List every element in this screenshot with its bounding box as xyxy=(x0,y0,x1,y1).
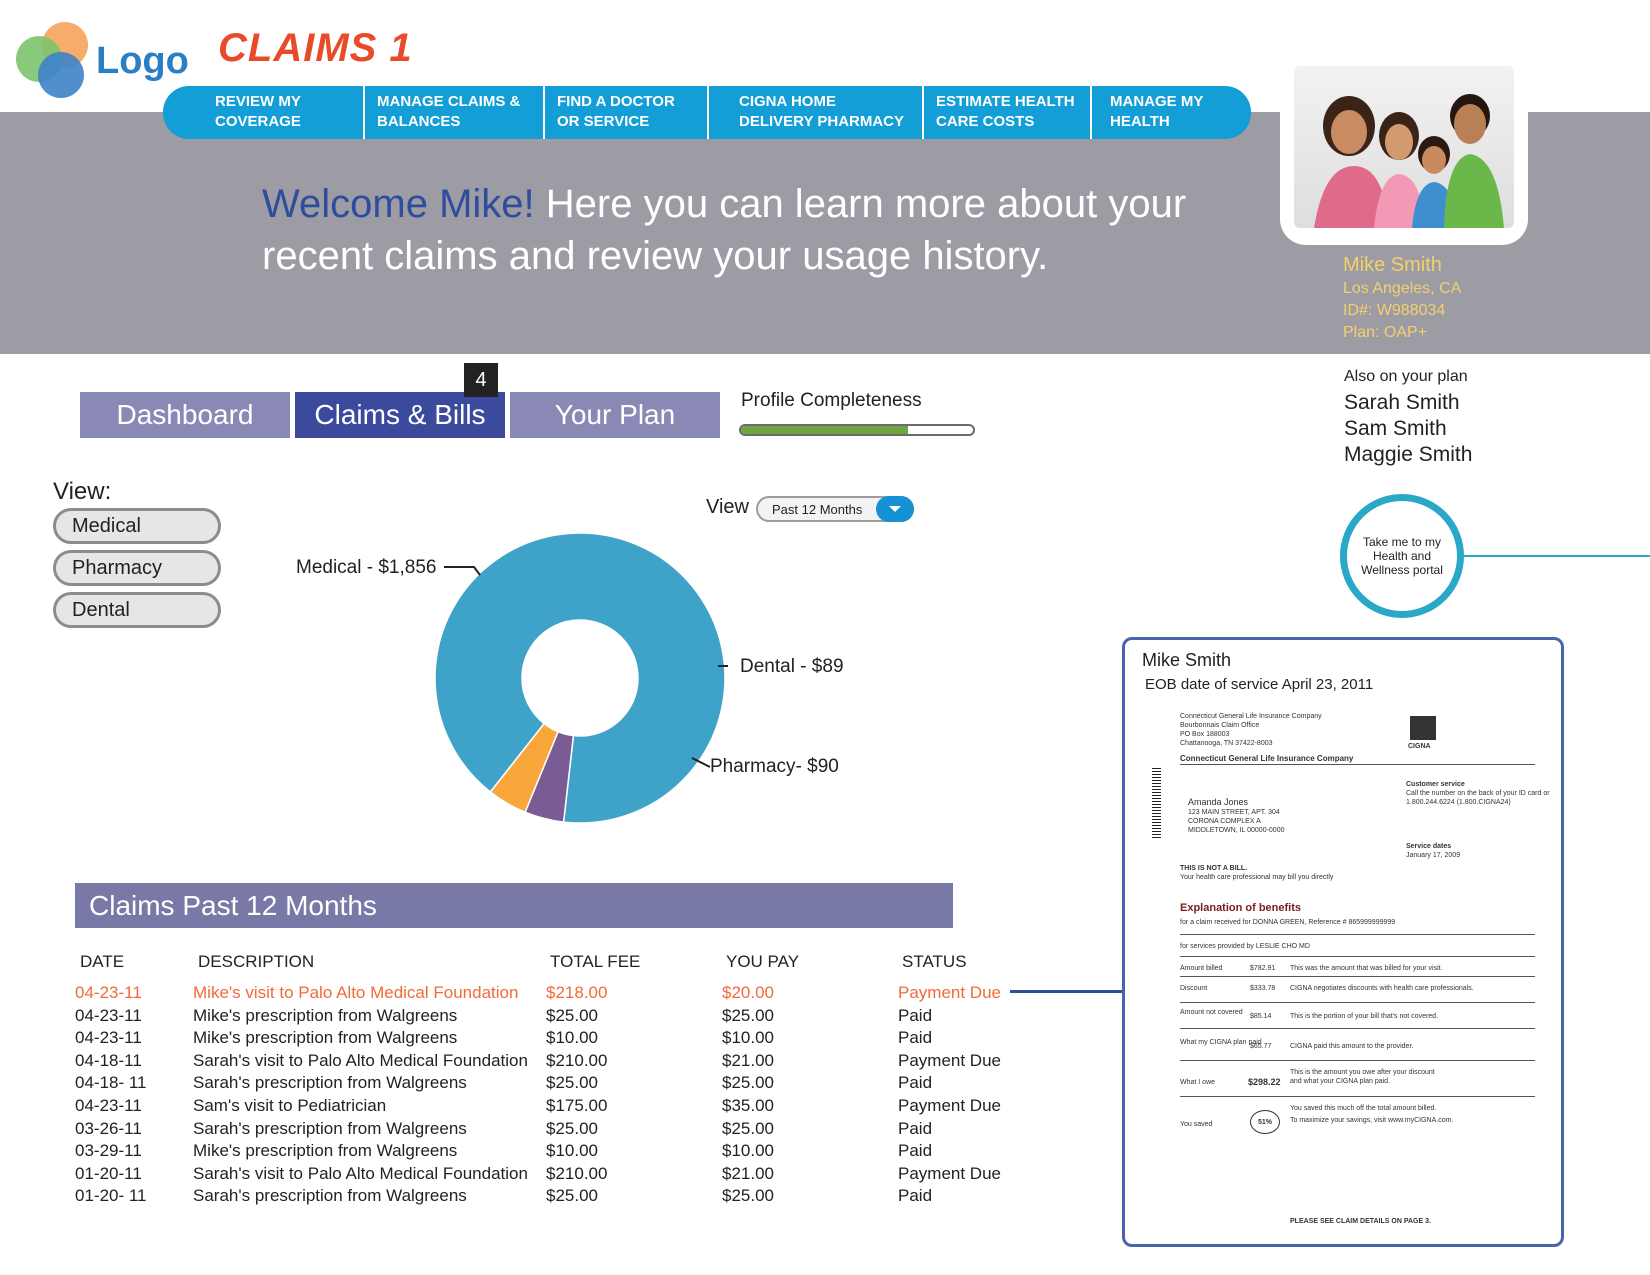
eob-discount: $333.78 xyxy=(1250,985,1276,992)
welcome-text: Here you can learn more about your recent claims and review your usage history. xyxy=(262,182,1187,278)
table-cell-status: Paid xyxy=(898,1028,933,1048)
tab-claims-bills[interactable]: Claims & Bills xyxy=(295,392,505,438)
wellness-portal-label: Take me to my Health and Wellness portal xyxy=(1361,535,1443,577)
eob-recipient: Amanda Jones xyxy=(1188,797,1249,807)
table-cell-fee: $25.00 xyxy=(546,1118,598,1138)
table-cell-desc: Mike's prescription from Walgreens xyxy=(193,1028,458,1048)
eob-heading: Explanation of benefits xyxy=(1180,902,1302,914)
chart-label-dental: Dental - $89 xyxy=(740,656,844,677)
table-cell-pay: $10.00 xyxy=(722,1028,774,1048)
eob-company: Connecticut General Life Insurance Company xyxy=(1180,754,1354,763)
eob-cigna-paid: $65.77 xyxy=(1250,1043,1272,1050)
member-location: Los Angeles, CA xyxy=(1343,280,1462,297)
table-cell-fee: $25.00 xyxy=(546,1186,598,1206)
table-cell-date: 04-23-11 xyxy=(75,1096,142,1115)
table-cell-date: 03-29-11 xyxy=(75,1141,142,1161)
table-cell-date: 01-20- 11 xyxy=(75,1186,147,1206)
table-cell-pay: $25.00 xyxy=(722,1186,774,1206)
eob-pointer-line xyxy=(1010,990,1124,993)
table-cell-fee[interactable]: $218.00 xyxy=(546,983,608,1002)
table-cell-fee: $210.00 xyxy=(546,1050,608,1070)
nav-find-doctor[interactable]: FIND A DOCTOR OR SERVICE xyxy=(543,86,707,139)
eob-member-name: Mike Smith xyxy=(1142,650,1232,670)
table-cell-pay[interactable]: $20.00 xyxy=(722,983,774,1002)
table-cell-fee: $175.00 xyxy=(546,1096,608,1115)
savings-circle xyxy=(1250,1110,1280,1134)
filter-pharmacy[interactable]: Pharmacy xyxy=(53,550,221,586)
period-select[interactable] xyxy=(756,496,914,522)
logo-text[interactable]: Logo xyxy=(96,40,189,82)
table-cell-status: Payment Due xyxy=(898,1163,1001,1183)
table-cell-pay: $25.00 xyxy=(722,1073,774,1093)
wellness-portal-button[interactable] xyxy=(1340,494,1464,618)
family-member[interactable]: Sarah Smith xyxy=(1344,391,1460,414)
profile-progress-bar xyxy=(739,424,975,436)
family-photo xyxy=(1294,66,1514,228)
member-info xyxy=(1343,252,1461,344)
table-cell-date: 04-18-11 xyxy=(75,1050,142,1070)
family-label: Also on your plan xyxy=(1344,368,1468,385)
nav-review-coverage[interactable]: REVIEW MY COVERAGE xyxy=(215,93,301,130)
eob-not-a-bill: THIS IS NOT A BILL. xyxy=(1180,865,1248,872)
page-title: CLAIMS 1 xyxy=(218,26,413,70)
welcome-message xyxy=(262,178,1192,282)
chart-label-pharmacy: Pharmacy- $90 xyxy=(710,756,839,777)
logo-mark xyxy=(16,22,96,102)
tab-dashboard[interactable]: Dashboard xyxy=(80,392,290,438)
table-cell-desc[interactable]: Mike's visit to Palo Alto Medical Foundation xyxy=(193,983,519,1002)
family-member[interactable]: Sam Smith xyxy=(1344,417,1447,440)
chevron-down-icon[interactable] xyxy=(876,496,914,522)
table-cell-status: Payment Due xyxy=(898,1096,1001,1115)
slice-medical[interactable] xyxy=(435,533,725,823)
eob-service-date: EOB date of service April 23, 2011 xyxy=(1145,676,1374,693)
table-cell-status: Paid xyxy=(898,1005,933,1025)
table-cell-status: Paid xyxy=(898,1118,933,1138)
nav-estimate-costs[interactable]: ESTIMATE HEALTH CARE COSTS xyxy=(922,86,1090,139)
member-name: Mike Smith xyxy=(1343,254,1442,276)
eob-service-dates: Service dates xyxy=(1406,843,1452,850)
view-filter-label: View: xyxy=(53,478,112,505)
eob-amount-billed: $782.91 xyxy=(1250,965,1276,972)
table-cell-pay: $21.00 xyxy=(722,1163,774,1183)
portal-connector xyxy=(1464,555,1650,557)
table-cell-desc: Sarah's prescription from Walgreens xyxy=(193,1186,467,1206)
tab-your-plan[interactable]: Your Plan xyxy=(510,392,720,438)
member-id: ID#: W988034 xyxy=(1343,302,1446,319)
period-label: View xyxy=(706,496,749,518)
profile-progress-fill xyxy=(741,426,908,434)
filter-medical[interactable]: Medical xyxy=(53,508,221,544)
column-total-fee[interactable]: TOTAL FEE xyxy=(550,952,641,971)
nav-manage-claims[interactable]: MANAGE CLAIMS & BALANCES xyxy=(363,86,543,139)
table-cell-pay: $35.00 xyxy=(722,1096,774,1115)
family-member[interactable]: Maggie Smith xyxy=(1344,443,1473,466)
column-date[interactable]: DATE xyxy=(80,952,125,971)
table-cell-fee: $25.00 xyxy=(546,1073,598,1093)
eob-customer-service: Customer service xyxy=(1406,781,1465,788)
table-cell-date[interactable]: 04-23-11 xyxy=(75,983,142,1002)
nav-manage-health[interactable]: MANAGE MY HEALTH xyxy=(1090,86,1230,139)
eob-service-date-value: January 17, 2009 xyxy=(1406,852,1461,859)
profile-completeness-label: Profile Completeness xyxy=(741,390,922,411)
table-cell-date: 04-23-11 xyxy=(75,1028,142,1048)
table-cell-date: 01-20-11 xyxy=(75,1163,142,1183)
nav-home-delivery[interactable]: CIGNA HOME DELIVERY PHARMACY xyxy=(707,86,922,139)
table-cell-status[interactable]: Payment Due xyxy=(898,983,1001,1002)
table-cell-date: 03-26-11 xyxy=(75,1118,142,1138)
notification-badge: 4 xyxy=(464,363,498,397)
table-cell-desc: Sam's visit to Pediatrician xyxy=(193,1096,387,1115)
welcome-greeting: Welcome Mike! xyxy=(262,182,535,226)
table-cell-status: Payment Due xyxy=(898,1050,1001,1070)
table-cell-date: 04-23-11 xyxy=(75,1005,142,1025)
eob-not-covered: $85.14 xyxy=(1250,1013,1272,1020)
table-cell-desc: Sarah's visit to Palo Alto Medical Foundation xyxy=(193,1050,528,1070)
table-cell-pay: $10.00 xyxy=(722,1141,774,1161)
chart-label-medical: Medical - $1,856 xyxy=(296,557,437,578)
main-nav xyxy=(163,86,1251,139)
table-cell-status: Paid xyxy=(898,1186,933,1206)
table-cell-fee: $10.00 xyxy=(546,1028,598,1048)
claims-donut-chart xyxy=(430,528,730,828)
table-cell-date: 04-18- 11 xyxy=(75,1073,147,1093)
table-cell-desc: Mike's prescription from Walgreens xyxy=(193,1005,458,1025)
barcode-icon xyxy=(1152,768,1161,838)
table-cell-fee: $210.00 xyxy=(546,1163,608,1183)
table-cell-status: Paid xyxy=(898,1141,933,1161)
column-status[interactable]: STATUS xyxy=(902,952,967,971)
table-cell-desc: Mike's prescription from Walgreens xyxy=(193,1141,458,1161)
eob-footer: PLEASE SEE CLAIM DETAILS ON PAGE 3. xyxy=(1290,1218,1431,1225)
claims-section-title: Claims Past 12 Months xyxy=(75,883,953,928)
eob-what-i-owe: $298.22 xyxy=(1248,1077,1281,1087)
table-cell-pay: $25.00 xyxy=(722,1118,774,1138)
table-cell-desc: Sarah's visit to Palo Alto Medical Foundation xyxy=(193,1163,528,1183)
period-selected: Past 12 Months xyxy=(772,501,863,517)
member-plan: Plan: OAP+ xyxy=(1343,324,1428,341)
table-cell-desc: Sarah's prescription from Walgreens xyxy=(193,1073,467,1093)
column-description[interactable]: DESCRIPTION xyxy=(198,952,315,971)
table-cell-pay: $25.00 xyxy=(722,1005,774,1025)
table-cell-pay: $21.00 xyxy=(722,1050,774,1070)
eob-you-saved: 51% xyxy=(1257,1118,1272,1126)
family-list xyxy=(1344,390,1472,468)
eob-document: Connecticut General Life Insurance Company Bourbonnais Claim Office PO Box 188003 Chattanooga, TN 37422-8003 CIGNA Connecticut General Life Insurance Company Amanda Jones 123 MAIN STREET, APT. 304 CORONA COMPLEX A MIDDLETOWN, IL 00000-0000 Customer service Call the number on the back of your ID card or 1.800.244.6224 (1.800.CIGNA24) Service dates January 17, 2009 THIS IS NOT A BILL. Your health care professional may bill you directly Explanation of benefits for a claim received for DONNA GREEN, Reference # 865999999999 for services provided by LESLIE CHO MD Amount billed $782.91 This was the amount that was billed for your visit. Discount $333.78 CIGNA negotiates discounts with health care professionals. Amount not covered $85.14 This is the portion of your bill that's not covered. What my CIGNA plan paid $65.77 CIGNA paid this amount to the provider. What I owe $298.22 This is the amount you owe after your discount and what your CIGNA plan paid. You saved 51% You saved this much off the total amount billed. To maximize your savings, visit www.myCIGNA.com. PLEASE SEE CLAIM DETAILS ON PAGE 3. xyxy=(1150,712,1540,1232)
eob-brand: CIGNA xyxy=(1408,743,1431,750)
member-photo-card xyxy=(1280,60,1528,245)
cigna-tree-icon xyxy=(1410,716,1436,740)
table-cell-fee: $25.00 xyxy=(546,1005,598,1025)
table-cell-fee: $10.00 xyxy=(546,1141,598,1161)
column-you-pay[interactable]: YOU PAY xyxy=(726,952,800,971)
filter-dental[interactable]: Dental xyxy=(53,592,221,628)
table-cell-status: Paid xyxy=(898,1073,933,1093)
table-cell-desc: Sarah's prescription from Walgreens xyxy=(193,1118,467,1138)
